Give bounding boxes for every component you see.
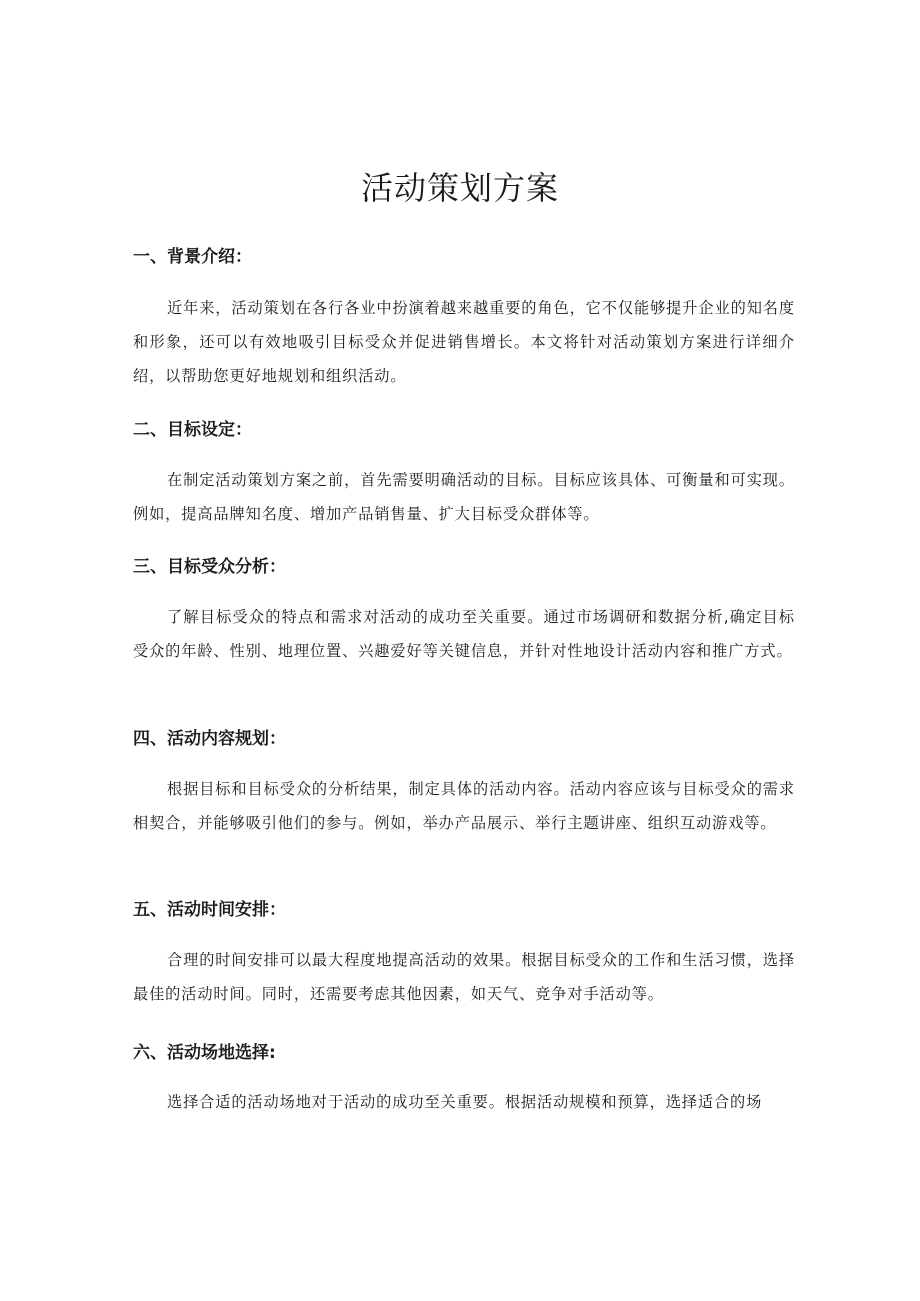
section-body-venue-selection: 选择合适的活动场地对于活动的成功至关重要。根据活动规模和预算，选择适合的场 (167, 1093, 763, 1111)
section-heading-content-planning: 四、活动内容规划： (133, 729, 286, 749)
section-body-goal-setting: 在制定活动策划方案之前，首先需要明确活动的目标。目标应该具体、可衡量和可实现。例如，提高品牌知名度、增加产品销售量、扩大目标受众群体等。 (133, 471, 795, 523)
section-heading-goal-setting: 二、目标设定： (133, 420, 252, 440)
section-body-audience-analysis: 了解目标受众的特点和需求对活动的成功至关重要。通过市场调研和数据分析,确定目标受众的年龄、性别、地理位置、兴趣爱好等关键信息，并针对性地设计活动内容和推广方式。 (133, 608, 795, 660)
section-body-schedule: 合理的时间安排可以最大程度地提高活动的效果。根据目标受众的工作和生活习惯，选择最佳的活动时间。同时，还需要考虑其他因素，如天气、竞争对手活动等。 (133, 951, 795, 1003)
section-body-background: 近年来，活动策划在各行各业中扮演着越来越重要的角色，它不仅能够提升企业的知名度和形象，还可以有效地吸引目标受众并促进销售增长。本文将针对活动策划方案进行详细介绍，以帮助您更好地规划和组织活动。 (133, 299, 795, 385)
section-heading-audience-analysis: 三、目标受众分析： (133, 557, 286, 577)
section-heading-background: 一、背景介绍： (133, 247, 252, 267)
document-title: 活动策划方案 (360, 169, 559, 207)
section-heading-schedule: 五、活动时间安排： (133, 900, 286, 920)
section-body-content-planning: 根据目标和目标受众的分析结果，制定具体的活动内容。活动内容应该与目标受众的需求相契合，并能够吸引他们的参与。例如，举办产品展示、举行主题讲座、组织互动游戏等。 (133, 780, 795, 832)
section-heading-venue-selection: 六、活动场地选择: (133, 1043, 276, 1063)
